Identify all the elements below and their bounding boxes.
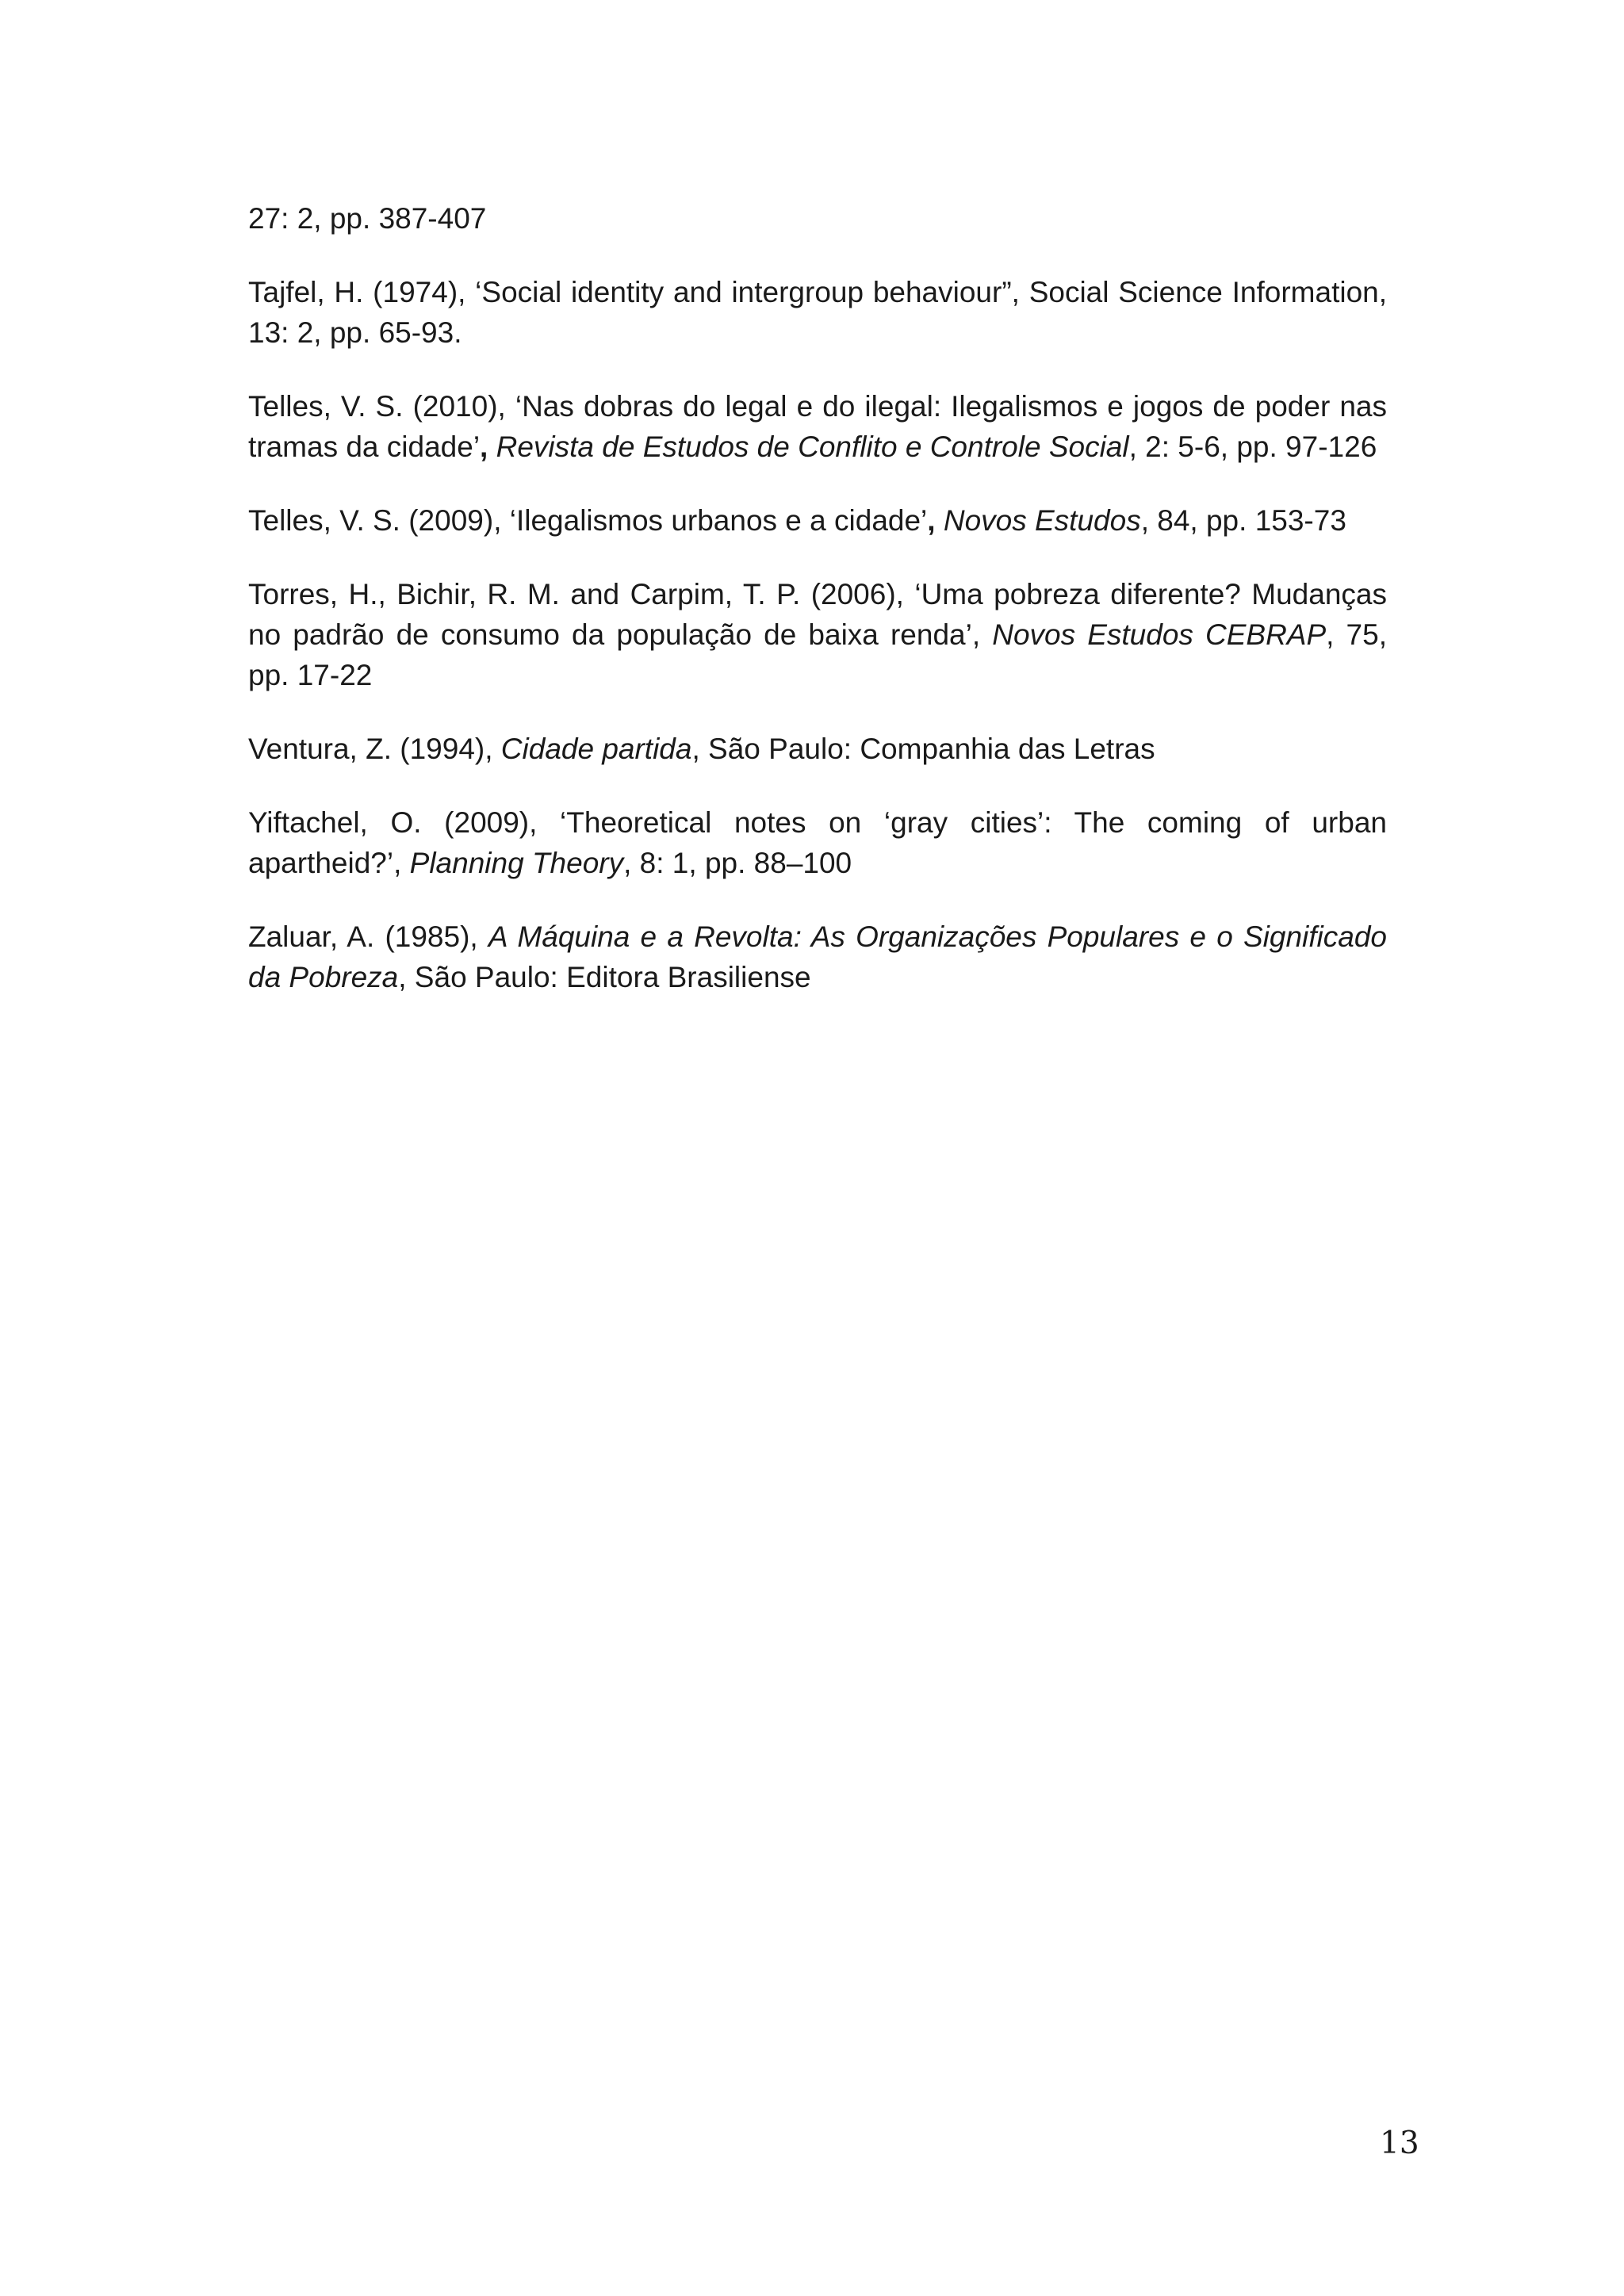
page-number: 13	[1380, 2126, 1419, 2161]
reference-entry	[248, 272, 1387, 353]
reference-entry	[248, 198, 1387, 239]
reference-text	[936, 504, 944, 537]
reference-text: 27: 2, pp. 387-407	[248, 202, 487, 235]
reference-text: Zaluar, A. (1985),	[248, 920, 488, 953]
reference-text: , 2: 5-6, pp. 97-126	[1128, 430, 1377, 463]
reference-entry	[248, 729, 1387, 769]
reference-text: , São Paulo: Companhia das Letras	[691, 733, 1155, 765]
reference-text: ,	[927, 504, 936, 537]
reference-entry	[248, 500, 1387, 541]
reference-text: Telles, V. S. (2010), ‘Nas dobras do legal e do ilegal: Ilegalismos e jogos de poder nas tramas da cidade’	[248, 390, 1387, 463]
reference-text: , São Paulo: Editora Brasiliense	[398, 961, 811, 993]
reference-text	[488, 430, 496, 463]
reference-text: Tajfel, H. (1974), ‘Social identity and intergroup behaviour”, Social Science Information, 13: 2, pp. 65-93.	[248, 276, 1387, 349]
reference-list	[248, 198, 1387, 1031]
reference-text: , 75, pp. 17-22	[248, 618, 1387, 691]
reference-title-italic: Revista de Estudos de Conflito e Controle Social	[496, 430, 1129, 463]
reference-title-italic: Planning Theory	[409, 847, 624, 879]
reference-title-italic: Novos Estudos CEBRAP	[992, 618, 1327, 651]
reference-entry	[248, 574, 1387, 695]
reference-entry	[248, 386, 1387, 467]
reference-entry	[248, 802, 1387, 883]
reference-entry	[248, 916, 1387, 997]
reference-text: ,	[480, 430, 488, 463]
reference-text: Ventura, Z. (1994),	[248, 733, 501, 765]
reference-title-italic: Novos Estudos	[943, 504, 1141, 537]
reference-title-italic: Cidade partida	[500, 733, 692, 765]
reference-text: Torres, H., Bichir, R. M. and Carpim, T. P. (2006), ‘Uma pobreza diferente? Mudanças no padrão de consumo da população de baixa renda’,	[248, 578, 1387, 651]
reference-text: , 8: 1, pp. 88–100	[623, 847, 852, 879]
reference-text: Yiftachel, O. (2009), ‘Theoretical notes on ‘gray cities’: The coming of urban apartheid?’,	[248, 806, 1387, 879]
reference-text: , 84, pp. 153-73	[1140, 504, 1346, 537]
reference-title-italic: A Máquina e a Revolta: As Organizações Populares e o Significado da Pobreza	[248, 920, 1387, 993]
reference-text: Telles, V. S. (2009), ‘Ilegalismos urbanos e a cidade’	[248, 504, 928, 537]
